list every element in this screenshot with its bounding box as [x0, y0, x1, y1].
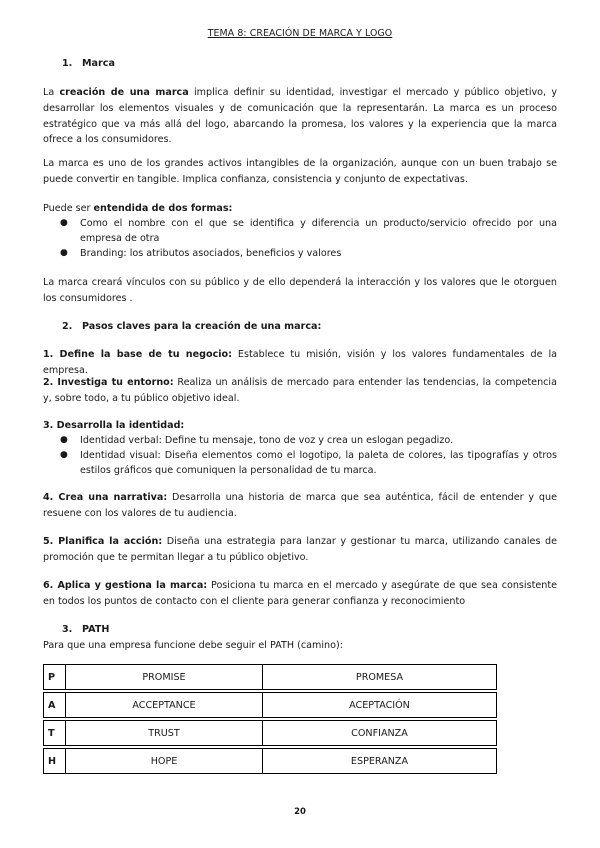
paragraph-intangible-asset: La marca es uno de los grandes activos intangibles de la organización, aunque con un buen trabajo se puede convertir en tangible. Implica confianza, consistencia y conjunto de expectativas.: [43, 158, 557, 185]
step-4: [43, 490, 557, 522]
paragraph-brand-creation: [43, 85, 557, 148]
path-spanish: PROMESA: [263, 665, 497, 690]
path-spanish: CONFIANZA: [263, 721, 497, 746]
path-letter: T: [44, 721, 66, 746]
bold-run: 1. Define la base de tu negocio:: [43, 349, 232, 360]
bold-run: entendida de dos formas:: [93, 203, 233, 214]
text-run: implica definir su identidad, investigar el mercado y público objetivo, y desarrollar los elementos visuales y de comunicación que la representarán. La marca es un proceso estratégico que va más allá del logo, abarcando la promesa, los valores y la experiencia que la marca ofrece a los consumidores.: [43, 87, 557, 146]
list-item-text: Identidad verbal: Define tu mensaje, tono de voz y crea un eslogan pegadizo.: [80, 435, 454, 446]
text-run: Establece tu misión, visión y los valores fundamentales de la empresa.: [43, 349, 557, 376]
table-row: [44, 665, 497, 690]
list-item-text: Identidad visual: Diseña elementos como el logotipo, la paleta de colores, las tipografías y otros estilos gráficos que comuniquen la personalidad de tu marca.: [80, 450, 557, 477]
paragraph-two-forms: [43, 201, 557, 217]
page-title: TEMA 8: CREACIÓN DE MARCA Y LOGO: [207, 28, 393, 39]
path-english: TRUST: [66, 721, 263, 746]
step-5: [43, 534, 557, 566]
paragraph-bonds: La marca creará vínculos con su público y de ello dependerá la interacción y los valores que le otorguen los consumidores .: [43, 277, 557, 304]
section-title: PATH: [82, 624, 110, 635]
bullet-icon: ●: [60, 218, 68, 228]
paragraph-path-intro: Para que una empresa funcione debe seguir el PATH (camino):: [43, 640, 343, 651]
text-run: Diseña una estrategia para lanzar y gestionar tu marca, utilizando canales de promoción que te permitan llegar a tu público objetivo.: [43, 536, 557, 563]
list-item-text: Branding: los atributos asociados, beneficios y valores: [80, 248, 342, 259]
table-row: [44, 721, 497, 746]
text-run: Puede ser: [43, 203, 94, 214]
page-number: 20: [294, 807, 306, 817]
list-item-text: Como el nombre con el que se identifica y diferencia un producto/servicio ofrecido por una empresa de otra: [80, 218, 557, 245]
path-spanish: ESPERANZA: [263, 749, 497, 774]
section-1-heading: [62, 58, 115, 69]
table-row: [44, 749, 497, 774]
section-title: Marca: [82, 58, 115, 69]
bold-run: 6. Aplica y gestiona la marca:: [43, 580, 208, 591]
step-1: [43, 347, 557, 379]
path-letter: P: [44, 665, 66, 690]
path-letter: A: [44, 693, 66, 718]
section-title: Pasos claves para la creación de una marca:: [82, 321, 322, 332]
text-run: Posiciona tu marca en el mercado y asegúrate de que sea consistente en todos los puntos de contacto con el cliente para generar confianza y reconocimiento: [43, 580, 557, 607]
bullet-icon: ●: [60, 248, 68, 258]
step-6: [43, 578, 557, 610]
bold-run: 5. Planifica la acción:: [43, 536, 163, 547]
text-run: La: [43, 87, 60, 98]
step-3: [43, 418, 557, 434]
path-spanish: ACEPTACIÓN: [263, 693, 497, 718]
section-number: 3.: [62, 624, 73, 635]
list-item: [60, 448, 557, 479]
text-run: Realiza un análisis de mercado para entender las tendencias, la competencia y, sobre todo, a tu público objetivo ideal.: [43, 377, 557, 404]
bullet-icon: ●: [60, 435, 68, 445]
section-3-heading: [62, 624, 109, 635]
step-2: [43, 375, 557, 407]
section-2-heading: [62, 321, 321, 332]
list-item: [60, 433, 557, 448]
list-item: [60, 216, 557, 247]
bold-run: 3. Desarrolla la identidad:: [43, 420, 185, 431]
bold-run: 2. Investiga tu entorno:: [43, 377, 174, 388]
bold-run: creación de una marca: [59, 87, 189, 98]
path-english: PROMISE: [66, 665, 263, 690]
section-number: 2.: [62, 321, 73, 332]
list-item: [60, 246, 557, 261]
section-number: 1.: [62, 58, 73, 69]
bold-run: 4. Crea una narrativa:: [43, 492, 168, 503]
path-english: ACCEPTANCE: [66, 693, 263, 718]
table-row: [44, 693, 497, 718]
path-table: [43, 664, 497, 774]
path-letter: H: [44, 749, 66, 774]
text-run: Desarrolla una historia de marca que sea auténtica, fácil de entender y que resuene con los valores de tu audiencia.: [43, 492, 557, 519]
bullet-icon: ●: [60, 450, 68, 460]
path-english: HOPE: [66, 749, 263, 774]
